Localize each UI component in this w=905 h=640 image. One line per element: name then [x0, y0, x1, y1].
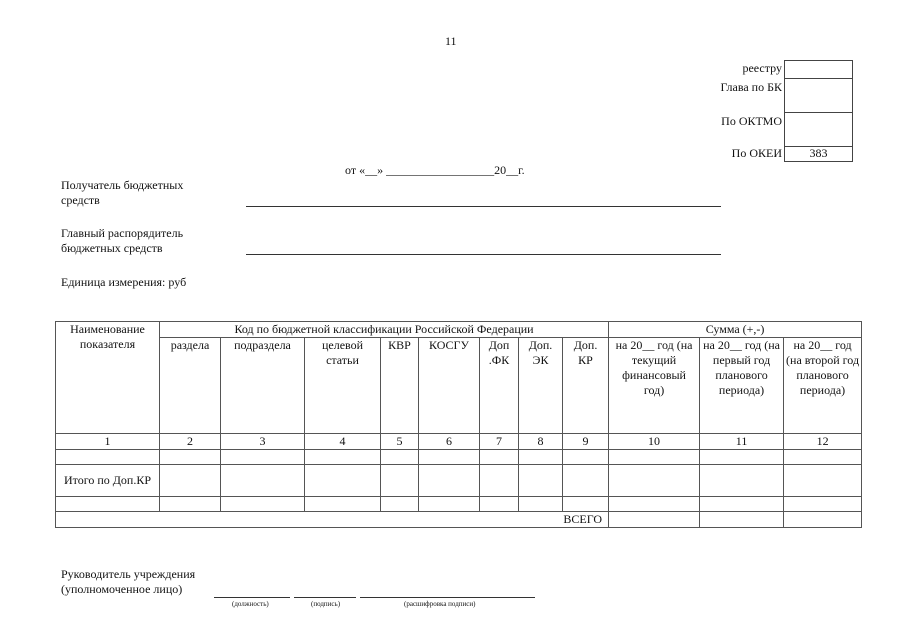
code-row-bk: [702, 79, 853, 113]
header-target: целевой статьи: [305, 338, 381, 434]
code-row-okei: [702, 147, 853, 162]
manager-field[interactable]: [246, 254, 721, 255]
date-line: от «__» __________________20__г.: [345, 163, 525, 177]
table-cell[interactable]: [305, 465, 381, 497]
header-sum-group: Сумма (+,-): [609, 322, 862, 338]
col-number: 7: [480, 434, 519, 450]
code-label: Глава по БК: [720, 80, 782, 94]
col-number: 1: [56, 434, 160, 450]
col-number: 11: [700, 434, 784, 450]
manager-label-line1: Главный распорядитель: [61, 226, 184, 240]
table-cell[interactable]: [609, 465, 700, 497]
header-first-plan-year: на 20__ год (на первый год планового периода): [700, 338, 784, 434]
table-cell[interactable]: [419, 497, 480, 512]
header-dopfk: Доп .ФК: [480, 338, 519, 434]
header-subsection: подраздела: [221, 338, 305, 434]
table-cell[interactable]: [480, 497, 519, 512]
table-cell[interactable]: [381, 465, 419, 497]
table-cell[interactable]: [609, 450, 700, 465]
table-cell[interactable]: [480, 450, 519, 465]
header-dopkr: Доп. КР: [563, 338, 609, 434]
table-cell[interactable]: [419, 450, 480, 465]
table-cell[interactable]: [519, 497, 563, 512]
table-cell[interactable]: [700, 497, 784, 512]
table-cell[interactable]: [784, 465, 862, 497]
table-row: [56, 497, 862, 512]
code-cell[interactable]: 383: [784, 147, 853, 162]
header-second-plan-year: на 20__ год (на второй год планового периода): [784, 338, 862, 434]
signature-field[interactable]: [294, 597, 356, 598]
header-current-year: на 20__ год (на текущий финансовый год): [609, 338, 700, 434]
col-number: 6: [419, 434, 480, 450]
itogo-label: Итого по Доп.КР: [56, 465, 160, 497]
manager-label: [61, 226, 183, 256]
table-cell[interactable]: [519, 450, 563, 465]
code-label: По ОКТМО: [721, 114, 782, 128]
table-row: [56, 450, 862, 465]
table-cell[interactable]: [609, 497, 700, 512]
recipient-label-line2: средств: [61, 193, 100, 207]
table-cell[interactable]: [381, 497, 419, 512]
budget-table: [55, 321, 862, 528]
col-number: 12: [784, 434, 862, 450]
table-cell[interactable]: [784, 450, 862, 465]
codes-box: [702, 60, 853, 162]
caption-decoding: (расшифровка подписи): [404, 600, 476, 608]
code-label: По ОКЕИ: [731, 146, 782, 160]
col-number: 4: [305, 434, 381, 450]
col-number: 8: [519, 434, 563, 450]
total-row: [56, 512, 862, 528]
table-cell[interactable]: [609, 512, 700, 528]
number-row: [56, 434, 862, 450]
code-label: реестру: [742, 61, 782, 75]
unit-label: Единица измерения: руб: [61, 275, 187, 289]
col-number: 5: [381, 434, 419, 450]
table-cell[interactable]: [700, 465, 784, 497]
table-cell[interactable]: [519, 465, 563, 497]
recipient-label: [61, 178, 183, 208]
caption-signature: (подпись): [311, 600, 341, 608]
col-number: 3: [221, 434, 305, 450]
table-cell[interactable]: [480, 465, 519, 497]
itogo-row: [56, 465, 862, 497]
table-cell[interactable]: [784, 497, 862, 512]
header-dopek: Доп. ЭК: [519, 338, 563, 434]
header-kosgu: КОСГУ: [419, 338, 480, 434]
table-cell[interactable]: [563, 450, 609, 465]
page-number: 11: [445, 34, 457, 48]
code-cell[interactable]: [784, 60, 853, 79]
table-cell[interactable]: [56, 497, 160, 512]
table-cell[interactable]: [160, 450, 221, 465]
table-cell[interactable]: [700, 450, 784, 465]
table-cell[interactable]: [221, 497, 305, 512]
table-cell[interactable]: [784, 512, 862, 528]
total-label: ВСЕГО: [56, 512, 609, 528]
code-row-oktmo: [702, 113, 853, 147]
header-code-group: Код по бюджетной классификации Российской Федерации: [160, 322, 609, 338]
col-number: 9: [563, 434, 609, 450]
code-row-registry: [702, 60, 853, 79]
header-name: Наименование показателя: [56, 322, 160, 434]
table-cell[interactable]: [419, 465, 480, 497]
table-cell[interactable]: [563, 497, 609, 512]
col-number: 10: [609, 434, 700, 450]
table-cell[interactable]: [563, 465, 609, 497]
code-cell[interactable]: [784, 79, 853, 113]
recipient-field[interactable]: [246, 206, 721, 207]
table-cell[interactable]: [305, 497, 381, 512]
table-cell[interactable]: [305, 450, 381, 465]
table-cell[interactable]: [56, 450, 160, 465]
header-section: раздела: [160, 338, 221, 434]
header-kvr: КВР: [381, 338, 419, 434]
table-cell[interactable]: [221, 465, 305, 497]
table-cell[interactable]: [160, 465, 221, 497]
signature-title-line2: (уполномоченное лицо): [61, 582, 183, 596]
position-field[interactable]: [214, 597, 290, 598]
manager-label-line2: бюджетных средств: [61, 241, 163, 255]
col-number: 2: [160, 434, 221, 450]
code-cell[interactable]: [784, 113, 853, 147]
signature-block: [61, 567, 195, 597]
table-cell[interactable]: [381, 450, 419, 465]
caption-position: (должность): [232, 600, 269, 608]
decoding-field[interactable]: [360, 597, 535, 598]
table-cell[interactable]: [221, 450, 305, 465]
recipient-label-line1: Получатель бюджетных: [61, 178, 184, 192]
signature-title-line1: Руководитель учреждения: [61, 567, 196, 581]
table-cell[interactable]: [700, 512, 784, 528]
table-cell[interactable]: [160, 497, 221, 512]
